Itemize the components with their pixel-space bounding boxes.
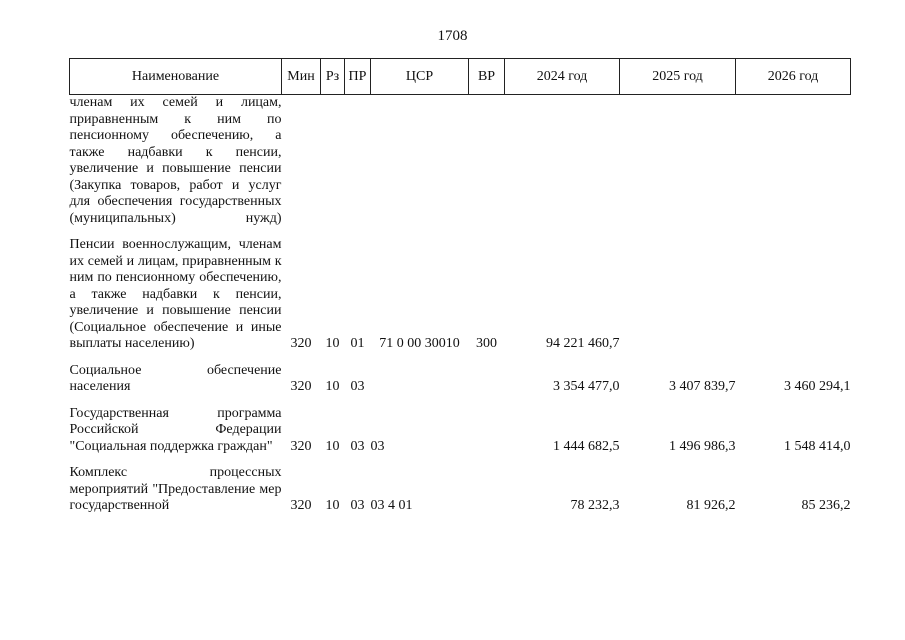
row-csr: 03 4 01: [370, 498, 413, 513]
row-spacer: [70, 353, 851, 363]
row-2025: 3 407 839,7: [669, 379, 736, 394]
row-min: 320: [290, 336, 312, 351]
row-csr: 03: [370, 438, 385, 454]
row-rz: 10: [325, 336, 340, 351]
row-name: членам их семей и лицам, приравненным к ним по пенсионному обеспечению, а также надбавки к пенсии, увеличение и повышение пенсии (Закупка товаров, работ и услуг для обеспечения государственных (муниципальных) нужд): [69, 95, 282, 226]
row-2024: [505, 95, 620, 228]
table-row: [70, 363, 851, 396]
row-csr: 71 0 00 30010: [379, 336, 460, 351]
row-min: 320: [290, 438, 312, 454]
row-2024: 78 232,3: [570, 498, 620, 513]
row-vr: [469, 95, 505, 228]
row-min: [282, 95, 321, 228]
row-spacer: [70, 396, 851, 406]
header-rz: Рз: [321, 59, 345, 95]
row-2024: 1 444 682,5: [553, 438, 620, 454]
header-2024: 2024 год: [505, 59, 620, 95]
row-2026: [736, 237, 851, 353]
row-name: Комплекс процессных мероприятий "Предоставление мер государственной: [69, 465, 282, 513]
row-2025: [620, 237, 736, 353]
row-name: Государственная программа Российской Федерации "Социальная поддержка граждан": [69, 405, 282, 454]
table-row: [70, 237, 851, 353]
row-2026: [736, 95, 851, 228]
row-vr: [469, 465, 505, 515]
row-spacer: [70, 227, 851, 237]
table-row: [70, 465, 851, 515]
header-pr: ПР: [345, 59, 371, 95]
row-rz: 10: [325, 438, 340, 454]
row-2025: 1 496 986,3: [669, 438, 736, 454]
header-min: Мин: [282, 59, 321, 95]
row-csr: [371, 363, 469, 396]
budget-table: [69, 58, 851, 515]
row-2026: 3 460 294,1: [784, 379, 851, 394]
header-csr: ЦСР: [371, 59, 469, 95]
row-name-cell: [70, 406, 282, 456]
row-pr: 03: [350, 438, 365, 454]
table-row: [70, 406, 851, 456]
row-name: Пенсии военнослужащим, членам их семей и лицам, приравненным к ним по пенсионному обеспечению, а также надбавки к пенсии, увеличение и повышение пенсии (Социальное обеспечение и иные выплаты населению): [69, 237, 282, 351]
row-name-cell: [70, 363, 282, 396]
row-pr: 03: [350, 498, 365, 513]
row-rz: 10: [325, 379, 340, 394]
row-2026: 1 548 414,0: [784, 438, 851, 454]
row-vr: 300: [476, 336, 497, 351]
row-pr: 03: [350, 379, 365, 394]
row-name-cell: [70, 95, 282, 228]
row-pr: [345, 95, 371, 228]
row-rz: [321, 95, 345, 228]
row-pr: 01: [350, 336, 365, 351]
page-number: 1708: [437, 28, 468, 44]
row-2026: 85 236,2: [801, 498, 851, 513]
row-vr: [469, 363, 505, 396]
row-csr: [371, 95, 469, 228]
row-vr: [469, 406, 505, 456]
row-2025: 81 926,2: [686, 498, 736, 513]
header-name: Наименование: [70, 59, 282, 95]
header-2025: 2025 год: [620, 59, 736, 95]
row-2025: [620, 95, 736, 228]
header-2026: 2026 год: [736, 59, 851, 95]
row-name-cell: [70, 465, 282, 515]
header-vr: ВР: [469, 59, 505, 95]
table-row: [70, 95, 851, 228]
row-min: 320: [290, 498, 312, 513]
row-name: Социальное обеспечение населения: [69, 362, 282, 394]
row-min: 320: [290, 379, 312, 394]
row-2024: 94 221 460,7: [546, 336, 620, 351]
row-name-cell: [70, 237, 282, 353]
row-2024: 3 354 477,0: [553, 379, 620, 394]
row-rz: 10: [325, 498, 340, 513]
table-header-row: [70, 59, 851, 95]
row-spacer: [70, 455, 851, 465]
